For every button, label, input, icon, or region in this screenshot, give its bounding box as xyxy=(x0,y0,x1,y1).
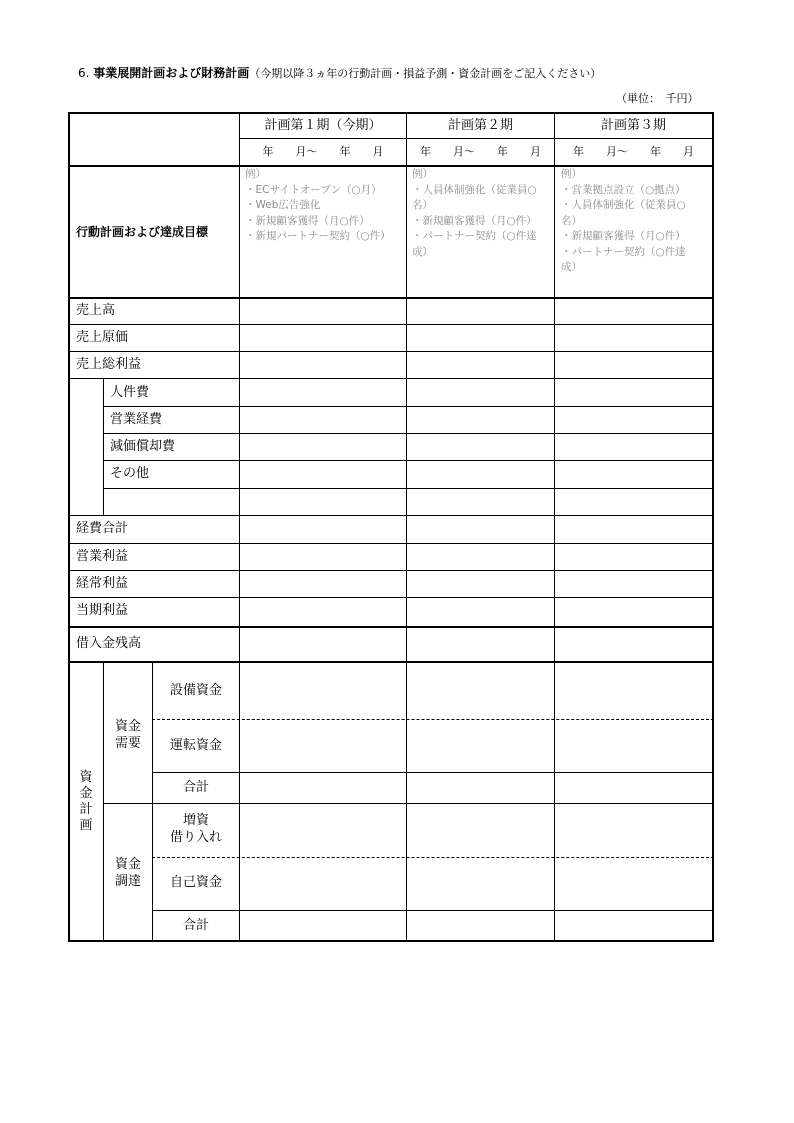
period-1-range: 年 月〜 年 月 xyxy=(262,145,384,158)
row-own-funds: 自己資金 xyxy=(169,875,222,890)
row-demand-total: 合計 xyxy=(182,780,209,795)
action-plan-example-2: 例） ・人員体制強化（従業員○名） ・新規顧客獲得（月○件） ・パートナー契約（○件達成） xyxy=(412,168,537,258)
row-depreciation: 減価償却費 xyxy=(110,439,176,454)
row-capital-increase: 増資 xyxy=(182,813,209,828)
action-plan-example-1: 例） ・ECサイトオープン（○月） ・Web広告強化 ・新規顧客獲得（月○件） ・新規パートナー契約（○件） xyxy=(245,168,391,242)
row-cogs: 売上原価 xyxy=(76,330,129,345)
period-3-label: 計画第３期 xyxy=(600,118,666,133)
row-operating-expenses: 営業経費 xyxy=(110,412,163,427)
period-2-label: 計画第２期 xyxy=(447,118,513,133)
row-supply-total: 合計 xyxy=(182,918,209,933)
period-1-label: 計画第１期（今期） xyxy=(264,118,382,133)
action-plan-example-3: 例） ・営業拠点設立（○拠点） ・人員体制強化（従業員○名） ・新規顧客獲得（月○件） ・パートナー契約（○件達成） xyxy=(561,168,686,273)
period-2-range: 年 月〜 年 月 xyxy=(420,145,541,158)
funding-plan-label: 資金計画 xyxy=(79,770,93,833)
row-working-capital: 運転資金 xyxy=(169,738,222,753)
section-number: 6. xyxy=(78,66,90,80)
row-ordinary-profit: 経常利益 xyxy=(76,576,129,591)
row-total-expenses: 経費合計 xyxy=(76,521,129,536)
row-sales: 売上高 xyxy=(76,303,116,318)
funding-supply-label: 資金調達 xyxy=(115,857,142,889)
section-subtitle: （今期以降３ヵ年の行動計画・損益予測・資金計画をご記入ください） xyxy=(249,67,602,80)
period-3-range: 年 月〜 年 月 xyxy=(573,145,694,158)
row-operating-profit: 営業利益 xyxy=(76,549,129,564)
page-title xyxy=(78,64,601,81)
row-gross-profit: 売上総利益 xyxy=(76,357,142,372)
row-personnel: 人件費 xyxy=(110,385,150,400)
row-loan-balance: 借入金残高 xyxy=(76,636,142,651)
unit-label: （単位： 千円） xyxy=(616,92,699,105)
row-net-profit: 当期利益 xyxy=(76,603,129,618)
row-capex: 設備資金 xyxy=(169,683,222,698)
section-title: 事業展開計画および財務計画 xyxy=(93,66,250,80)
funding-demand-label: 資金需要 xyxy=(115,719,142,751)
row-borrowing: 借り入れ xyxy=(169,830,222,845)
action-plan-label: 行動計画および達成目標 xyxy=(76,225,209,239)
row-other: その他 xyxy=(110,466,150,481)
